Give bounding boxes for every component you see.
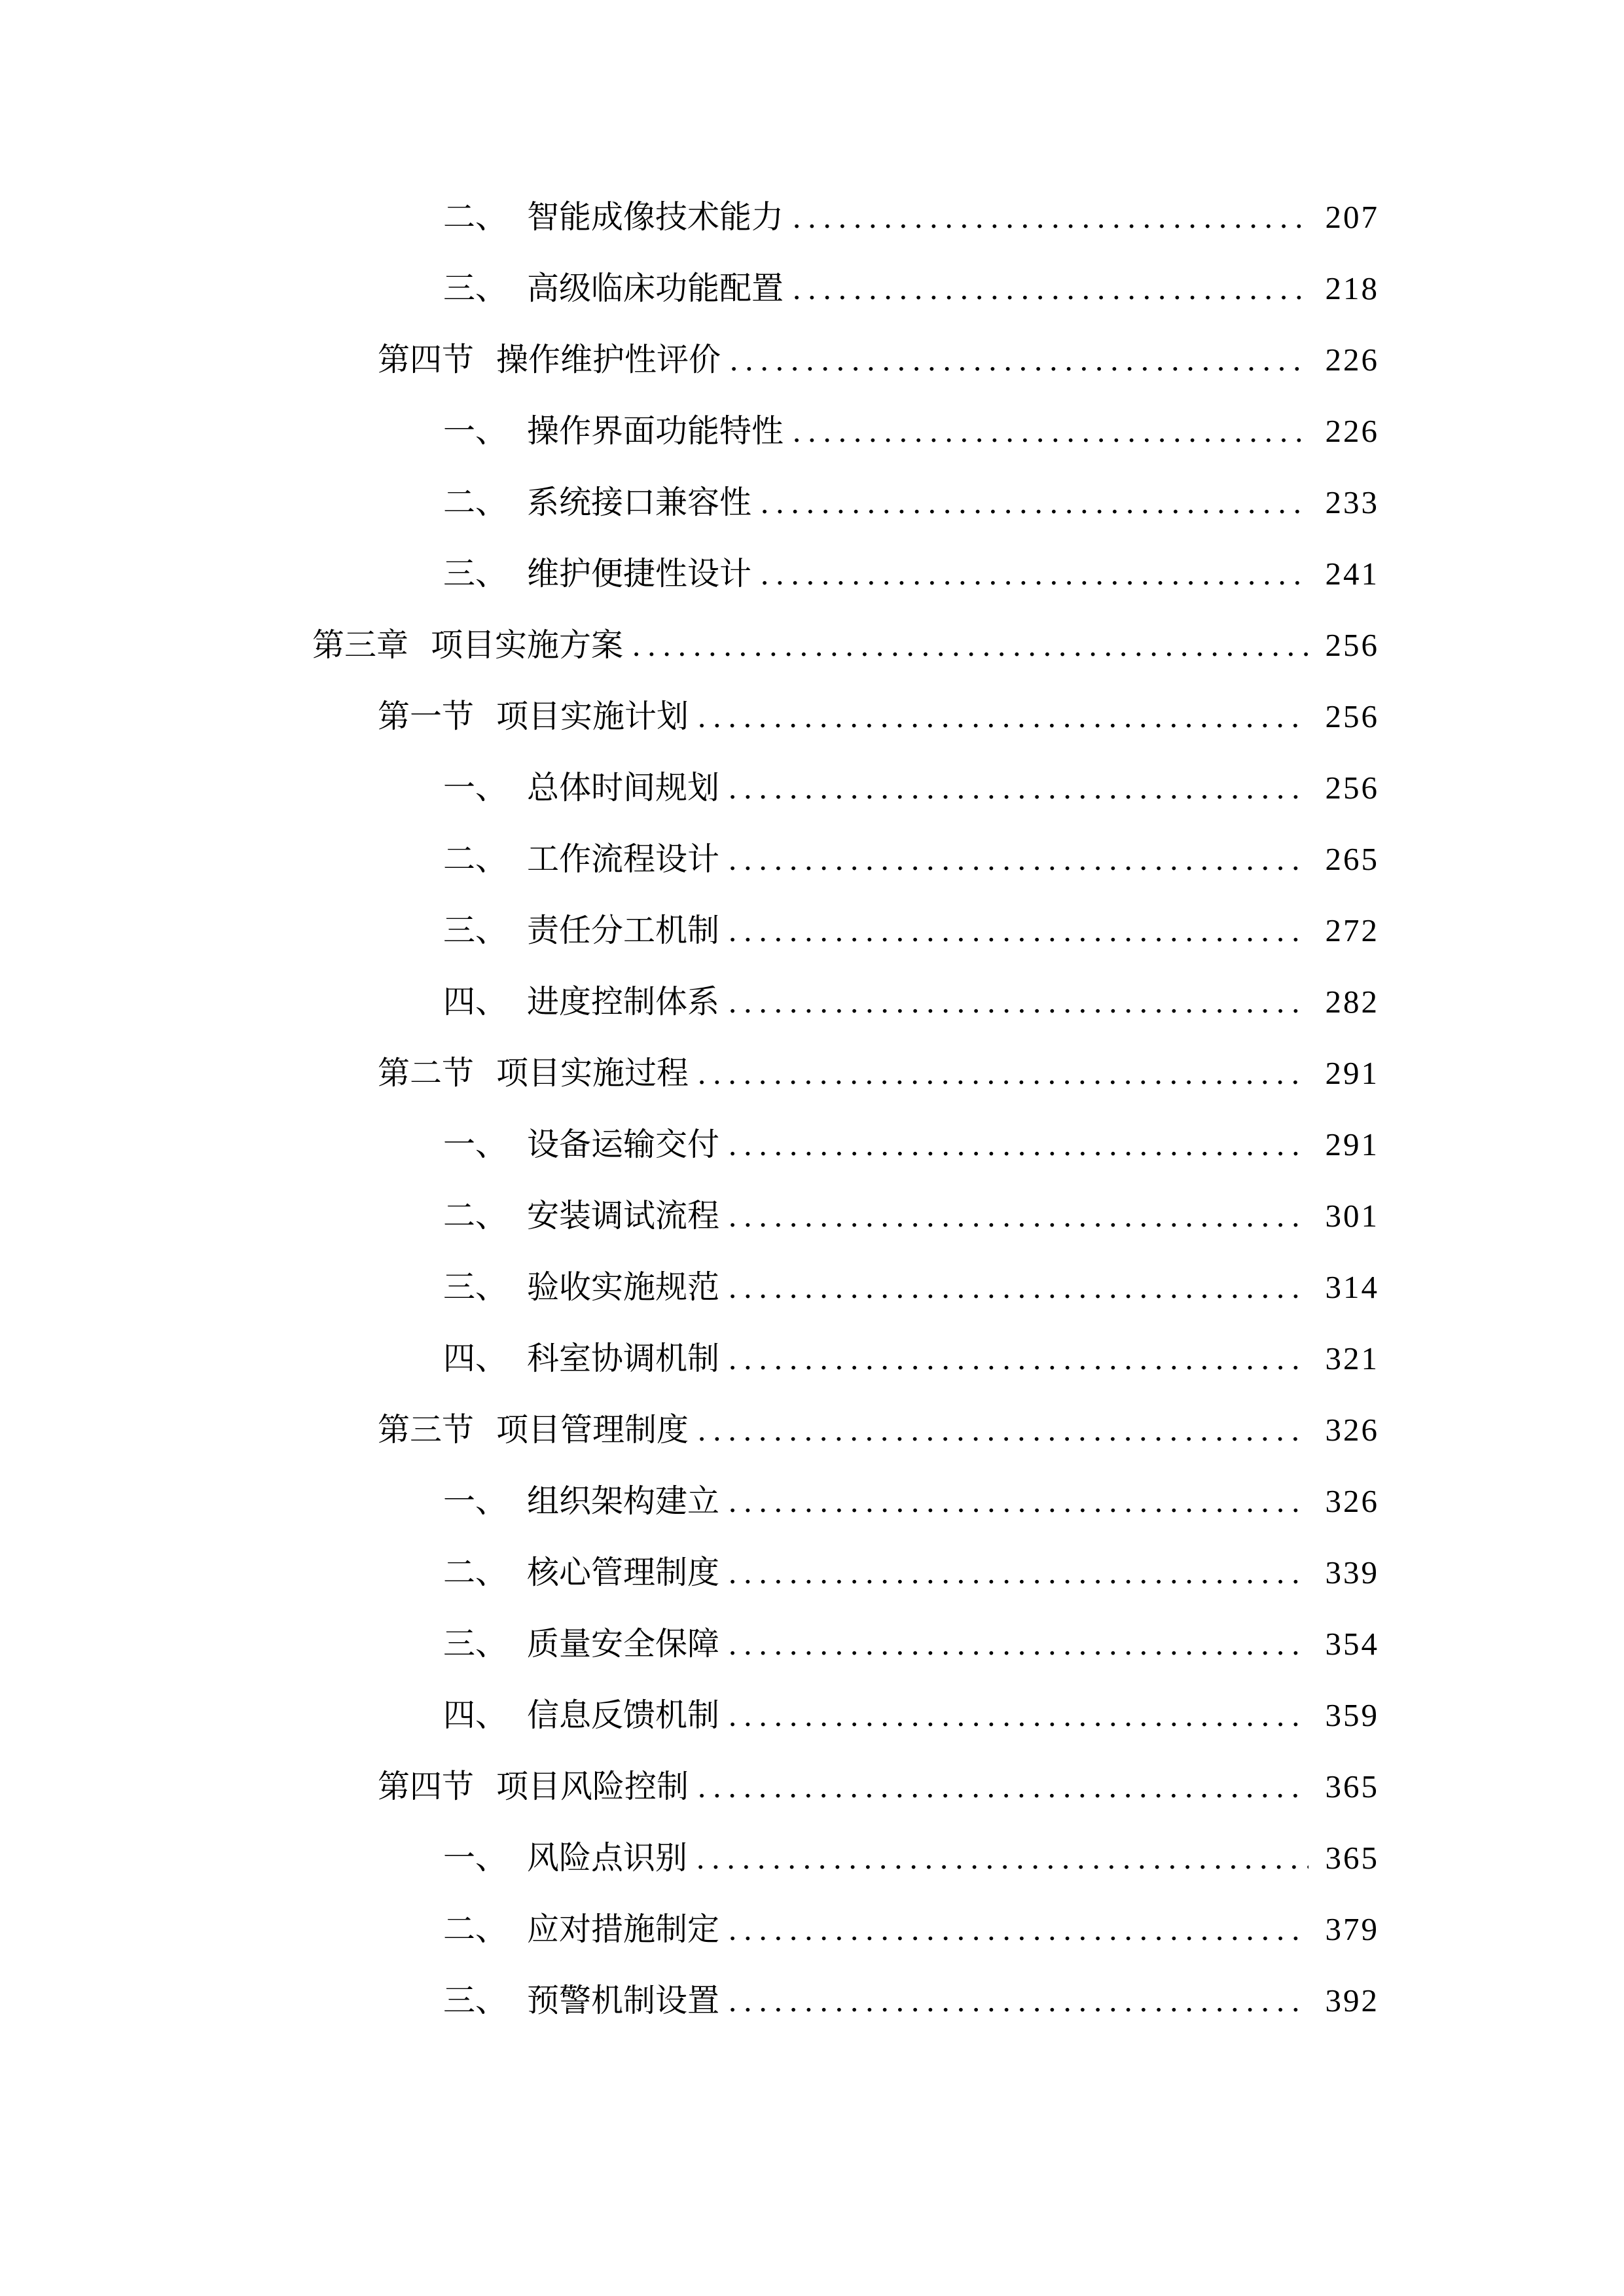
entry-page-number: 326 [1325,1483,1379,1519]
dot-leader [761,467,1308,538]
entry-number-label: 第二节 [378,1055,475,1091]
entry-page-number: 265 [1325,841,1379,877]
entry-number-label: 二、 [443,1911,508,1947]
entry-title: 总体时间规划 [527,770,720,806]
entry-title: 风险点识别 [527,1840,688,1876]
entry-title: 项目实施方案 [431,627,624,663]
entry-number-label: 一、 [443,1483,508,1519]
entry-title: 预警机制设置 [527,1982,720,2018]
entry-title: 操作维护性评价 [496,342,721,378]
entry-number-label: 三、 [443,912,508,948]
entry-number-label: 三、 [443,1626,508,1662]
toc-row[interactable] [312,1965,1379,2036]
entry-number-label: 第三节 [378,1412,475,1448]
entry-title: 高级临床功能配置 [527,270,784,306]
entry-page-number: 354 [1325,1626,1379,1662]
toc-row[interactable] [312,1679,1379,1751]
entry-title: 项目风险控制 [496,1768,689,1804]
entry-page-number: 226 [1325,342,1379,378]
entry-title: 智能成像技术能力 [527,199,784,235]
toc-row[interactable] [312,609,1379,681]
dot-leader [729,1465,1308,1537]
toc-row[interactable] [312,324,1379,395]
entry-title: 操作界面功能特性 [527,413,784,449]
toc-row[interactable] [312,1180,1379,1251]
dot-leader [793,253,1308,324]
toc-row[interactable] [312,752,1379,823]
dot-leader [729,1109,1308,1180]
entry-title: 责任分工机制 [527,912,720,948]
entry-number-label: 三、 [443,1269,508,1305]
entry-number-label: 二、 [443,1554,508,1590]
entry-number-label: 二、 [443,1198,508,1234]
dot-leader [729,823,1308,895]
entry-number-label: 四、 [443,1340,508,1376]
dot-leader [729,752,1308,823]
entry-number-label: 三、 [443,1982,508,2018]
entry-page-number: 379 [1325,1911,1379,1947]
entry-number-label: 二、 [443,484,508,520]
entry-number-label: 一、 [443,770,508,806]
dot-leader [761,538,1308,609]
entry-page-number: 207 [1325,199,1379,235]
toc-row[interactable] [312,1323,1379,1394]
entry-title: 信息反馈机制 [527,1697,720,1733]
entry-title: 系统接口兼容性 [527,484,752,520]
entry-title: 质量安全保障 [527,1626,720,1662]
entry-page-number: 291 [1325,1126,1379,1162]
toc-row[interactable] [312,1465,1379,1537]
table-of-contents [312,181,1379,2036]
toc-row[interactable] [312,395,1379,467]
entry-number-label: 一、 [443,1840,508,1876]
entry-number-label: 四、 [443,984,508,1020]
toc-row[interactable] [312,1109,1379,1180]
dot-leader [729,1251,1308,1323]
entry-title: 进度控制体系 [527,984,720,1020]
entry-number-label: 二、 [443,199,508,235]
entry-number-label: 三、 [443,270,508,306]
entry-title: 组织架构建立 [527,1483,720,1519]
dot-leader [729,1965,1308,2036]
entry-page-number: 392 [1325,1982,1379,2018]
dot-leader [632,609,1308,681]
entry-number-label: 第四节 [378,1768,475,1804]
entry-title: 项目实施计划 [496,698,689,734]
toc-row[interactable] [312,253,1379,324]
toc-row[interactable] [312,1751,1379,1822]
entry-title: 工作流程设计 [527,841,720,877]
entry-title: 验收实施规范 [527,1269,720,1305]
entry-page-number: 256 [1325,770,1379,806]
entry-page-number: 365 [1325,1768,1379,1804]
entry-title: 科室协调机制 [527,1340,720,1376]
entry-number-label: 第三章 [312,627,409,663]
dot-leader [793,181,1308,253]
entry-page-number: 314 [1325,1269,1379,1305]
entry-title: 项目实施过程 [496,1055,689,1091]
dot-leader [729,1180,1308,1251]
toc-row[interactable] [312,181,1379,253]
entry-page-number: 226 [1325,413,1379,449]
toc-row[interactable] [312,681,1379,752]
entry-title: 安装调试流程 [527,1198,720,1234]
toc-row[interactable] [312,1394,1379,1465]
entry-page-number: 291 [1325,1055,1379,1091]
entry-page-number: 218 [1325,270,1379,306]
entry-page-number: 256 [1325,627,1379,663]
entry-number-label: 一、 [443,413,508,449]
toc-row[interactable] [312,895,1379,966]
toc-row[interactable] [312,1037,1379,1109]
entry-page-number: 326 [1325,1412,1379,1448]
toc-row[interactable] [312,823,1379,895]
entry-number-label: 四、 [443,1697,508,1733]
toc-row[interactable] [312,467,1379,538]
entry-page-number: 321 [1325,1340,1379,1376]
dot-leader [729,1537,1308,1608]
entry-number-label: 第一节 [378,698,475,734]
toc-row[interactable] [312,1537,1379,1608]
entry-title: 应对措施制定 [527,1911,720,1947]
entry-number-label: 一、 [443,1126,508,1162]
dot-leader [698,1394,1308,1465]
dot-leader [698,1751,1308,1822]
entry-page-number: 233 [1325,484,1379,520]
entry-title: 设备运输交付 [527,1126,720,1162]
entry-page-number: 359 [1325,1697,1379,1733]
dot-leader [696,1822,1308,1893]
dot-leader [729,1608,1308,1679]
entry-page-number: 339 [1325,1554,1379,1590]
entry-number-label: 三、 [443,556,508,592]
toc-row[interactable] [312,1251,1379,1323]
toc-row[interactable] [312,538,1379,609]
entry-page-number: 241 [1325,556,1379,592]
entry-title: 项目管理制度 [496,1412,689,1448]
toc-row[interactable] [312,1608,1379,1679]
toc-row[interactable] [312,1822,1379,1893]
dot-leader [698,681,1308,752]
dot-leader [698,1037,1308,1109]
entry-page-number: 301 [1325,1198,1379,1234]
entry-number-label: 二、 [443,841,508,877]
dot-leader [729,1893,1308,1965]
dot-leader [730,324,1308,395]
dot-leader [729,1679,1308,1751]
entry-page-number: 282 [1325,984,1379,1020]
entry-number-label: 第四节 [378,342,475,378]
dot-leader [729,966,1308,1037]
entry-title: 维护便捷性设计 [527,556,752,592]
toc-row[interactable] [312,1893,1379,1965]
entry-page-number: 272 [1325,912,1379,948]
entry-page-number: 365 [1325,1840,1379,1876]
dot-leader [729,1323,1308,1394]
toc-row[interactable] [312,966,1379,1037]
entry-title: 核心管理制度 [527,1554,720,1590]
dot-leader [729,895,1308,966]
entry-page-number: 256 [1325,698,1379,734]
dot-leader [793,395,1308,467]
